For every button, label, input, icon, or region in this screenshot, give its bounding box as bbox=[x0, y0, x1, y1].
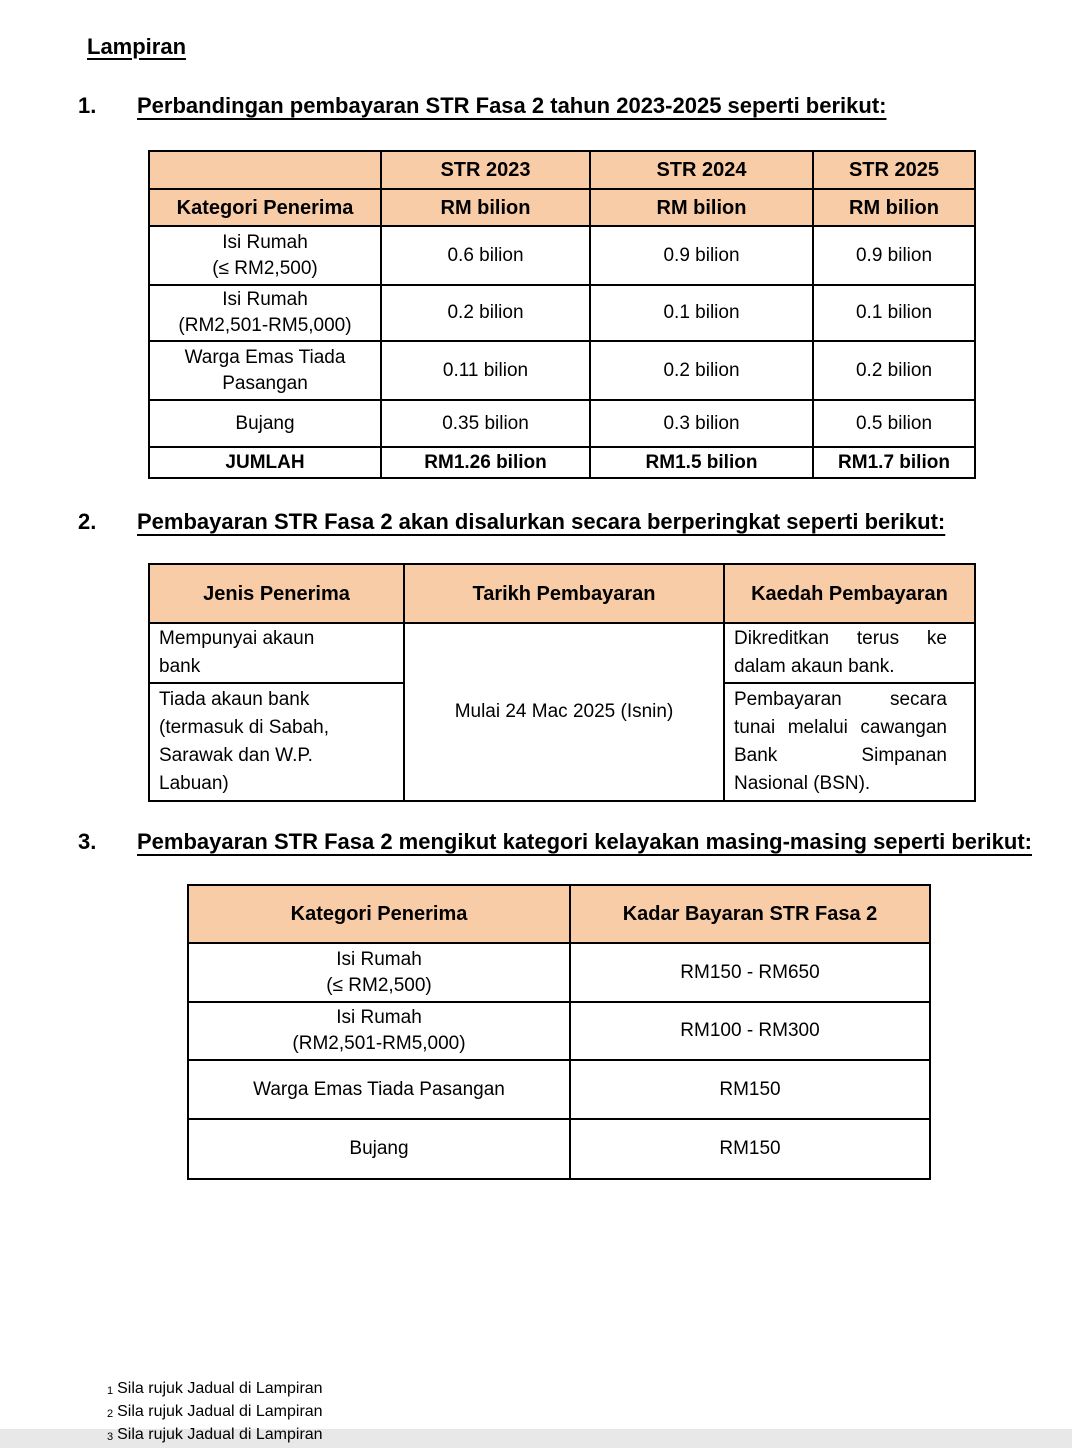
footnote-text: Sila rujuk Jadual di Lampiran bbox=[117, 1426, 323, 1443]
category-cell: Bujang bbox=[149, 400, 381, 447]
category-cell bbox=[188, 1002, 570, 1060]
value-cell: 0.9 bilion bbox=[590, 226, 813, 285]
payment-rate-table bbox=[187, 884, 931, 1180]
header-row bbox=[149, 564, 975, 623]
payment-method-cell bbox=[724, 623, 975, 683]
empty-header-cell bbox=[149, 151, 381, 189]
value-cell: 0.2 bilion bbox=[381, 285, 590, 341]
year-header-cell: STR 2023 bbox=[381, 151, 590, 189]
total-label-cell: JUMLAH bbox=[149, 447, 381, 478]
year-header-cell: STR 2024 bbox=[590, 151, 813, 189]
header-cell: Kaedah Pembayaran bbox=[724, 564, 975, 623]
category-cell bbox=[149, 341, 381, 400]
recipient-type-cell bbox=[149, 623, 404, 683]
footnote-text: Sila rujuk Jadual di Lampiran bbox=[117, 1380, 323, 1397]
table-row bbox=[188, 1060, 930, 1119]
section-1-number: 1. bbox=[78, 93, 97, 118]
rate-cell: RM150 bbox=[570, 1119, 930, 1179]
footnote bbox=[107, 1378, 323, 1401]
value-cell: 0.5 bilion bbox=[813, 400, 975, 447]
value-cell: 0.2 bilion bbox=[590, 341, 813, 400]
table-row bbox=[149, 623, 975, 683]
category-cell bbox=[149, 285, 381, 341]
footnotes bbox=[107, 1378, 323, 1447]
year-header-cell: STR 2025 bbox=[813, 151, 975, 189]
category-line: Isi Rumah bbox=[336, 948, 422, 970]
value-cell: 0.11 bilion bbox=[381, 341, 590, 400]
table-row bbox=[149, 400, 975, 447]
category-cell bbox=[149, 226, 381, 285]
unit-header-cell: RM bilion bbox=[813, 189, 975, 226]
value-cell: 0.1 bilion bbox=[590, 285, 813, 341]
rate-cell: RM150 - RM650 bbox=[570, 943, 930, 1002]
payment-schedule-table bbox=[148, 563, 976, 802]
section-3-title: Pembayaran STR Fasa 2 mengikut kategori kelayakan masing-masing seperti berikut: bbox=[137, 829, 1032, 854]
footnote-marker: 3 bbox=[107, 1431, 114, 1443]
header-row bbox=[188, 885, 930, 943]
category-cell: Warga Emas Tiada Pasangan bbox=[188, 1060, 570, 1119]
unit-header-cell: RM bilion bbox=[381, 189, 590, 226]
table-row bbox=[149, 341, 975, 400]
section-2-number: 2. bbox=[78, 509, 97, 534]
category-line: (RM2,501-RM5,000) bbox=[178, 315, 352, 336]
section-1-title: Perbandingan pembayaran STR Fasa 2 tahun 2023-2025 seperti berikut: bbox=[137, 93, 887, 118]
value-cell: 0.2 bilion bbox=[813, 341, 975, 400]
category-line: (≤ RM2,500) bbox=[212, 257, 318, 279]
section-1-heading bbox=[78, 93, 886, 119]
category-line: (RM2,501-RM5,000) bbox=[292, 1033, 466, 1054]
recipient-type-text: Mempunyai akaun bank bbox=[159, 628, 315, 677]
table-row bbox=[188, 1119, 930, 1179]
total-row bbox=[149, 447, 975, 478]
total-value-cell: RM1.26 bilion bbox=[381, 447, 590, 478]
category-header-cell: Kategori Penerima bbox=[149, 189, 381, 226]
value-cell: 0.3 bilion bbox=[590, 400, 813, 447]
unit-header-cell: RM bilion bbox=[590, 189, 813, 226]
footnote-marker: 1 bbox=[107, 1385, 114, 1397]
section-3-number: 3. bbox=[78, 829, 97, 854]
payment-date-cell: Mulai 24 Mac 2025 (Isnin) bbox=[404, 623, 724, 801]
unit-header-row bbox=[149, 189, 975, 226]
category-line: Isi Rumah bbox=[336, 1007, 422, 1028]
table-row bbox=[149, 285, 975, 341]
category-line: (≤ RM2,500) bbox=[326, 974, 432, 996]
category-cell bbox=[188, 943, 570, 1002]
footnote-marker: 2 bbox=[107, 1408, 114, 1420]
section-2-title: Pembayaran STR Fasa 2 akan disalurkan secara berperingkat seperti berikut: bbox=[137, 509, 946, 534]
value-cell: 0.1 bilion bbox=[813, 285, 975, 341]
header-cell: Kadar Bayaran STR Fasa 2 bbox=[570, 885, 930, 943]
total-value-cell: RM1.7 bilion bbox=[813, 447, 975, 478]
header-cell: Jenis Penerima bbox=[149, 564, 404, 623]
section-2-heading bbox=[78, 509, 945, 535]
recipient-type-text: Tiada akaun bank (termasuk di Sabah, Sarawak dan W.P. Labuan) bbox=[159, 689, 330, 794]
category-cell: Bujang bbox=[188, 1119, 570, 1179]
value-cell: 0.35 bilion bbox=[381, 400, 590, 447]
section-3-heading bbox=[78, 829, 1032, 855]
footnote bbox=[107, 1401, 323, 1424]
header-cell: Tarikh Pembayaran bbox=[404, 564, 724, 623]
payment-method-cell bbox=[724, 683, 975, 801]
page-title: Lampiran bbox=[87, 34, 187, 59]
category-line: Isi Rumah bbox=[222, 289, 308, 310]
category-line: Isi Rumah bbox=[222, 231, 308, 253]
rate-cell: RM100 - RM300 bbox=[570, 1002, 930, 1060]
rate-cell: RM150 bbox=[570, 1060, 930, 1119]
table-row bbox=[188, 1002, 930, 1060]
total-value-cell: RM1.5 bilion bbox=[590, 447, 813, 478]
table-row bbox=[188, 943, 930, 1002]
year-header-row bbox=[149, 151, 975, 189]
category-line: Warga Emas Tiada bbox=[184, 346, 346, 368]
value-cell: 0.9 bilion bbox=[813, 226, 975, 285]
str-comparison-table bbox=[148, 150, 976, 479]
category-line: Pasangan bbox=[222, 372, 308, 394]
payment-method-text: Dikreditkan terus ke dalam akaun bank. bbox=[734, 628, 947, 677]
payment-method-text: Pembayaran secara tunai melalui cawangan Bank Simpanan Nasional (BSN). bbox=[734, 689, 947, 794]
header-cell: Kategori Penerima bbox=[188, 885, 570, 943]
footnote-text: Sila rujuk Jadual di Lampiran bbox=[117, 1403, 323, 1420]
value-cell: 0.6 bilion bbox=[381, 226, 590, 285]
table-row bbox=[149, 226, 975, 285]
footnote-truncated bbox=[107, 1424, 323, 1447]
recipient-type-cell bbox=[149, 683, 404, 801]
